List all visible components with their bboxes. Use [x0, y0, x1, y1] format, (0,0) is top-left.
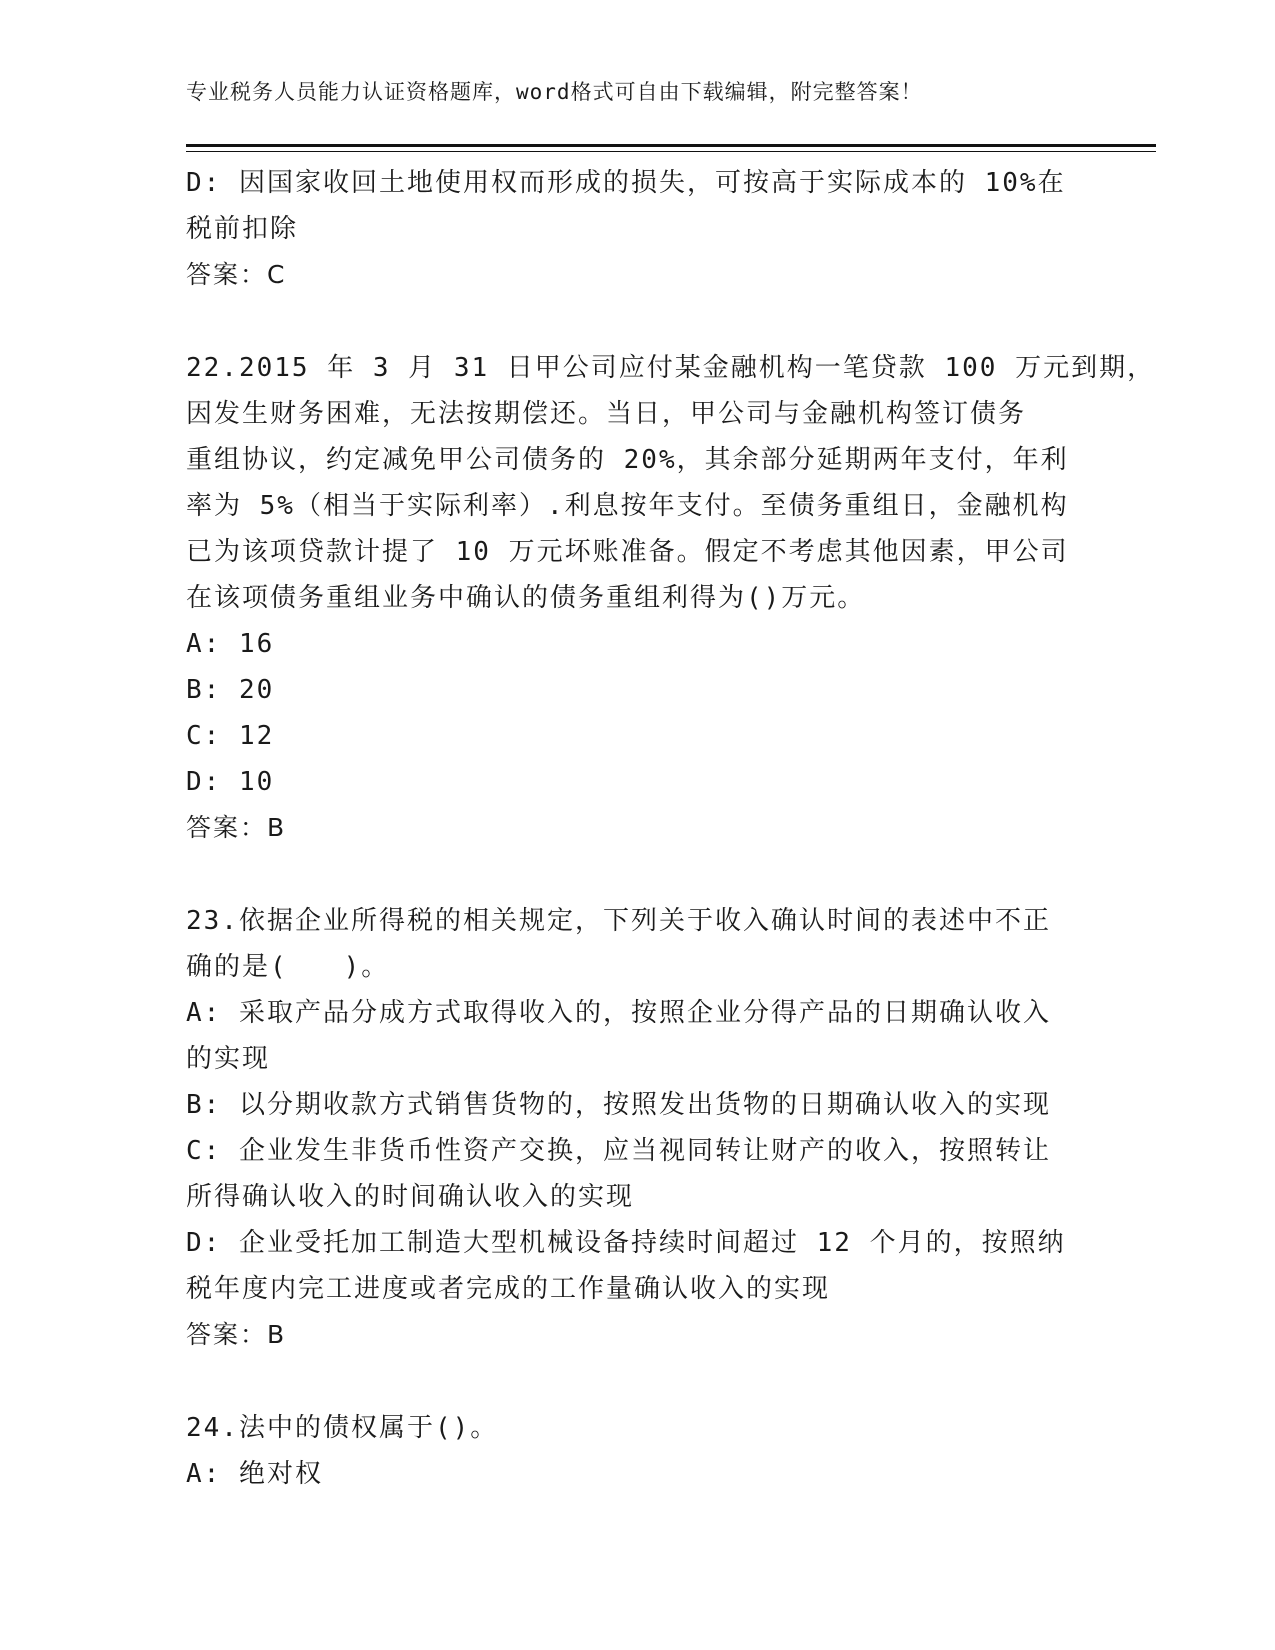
q23-stem-line: 确的是( )。	[186, 952, 390, 982]
prev-option-d-line: 税前扣除	[186, 214, 299, 244]
q22-option-d: D: 10	[186, 767, 275, 797]
q23-stem-line: 23.依据企业所得税的相关规定，下列关于收入确认时间的表述中不正	[186, 906, 1051, 936]
prev-answer: 答案：C	[186, 260, 287, 289]
question-22	[186, 345, 1156, 851]
header-rule-thick	[186, 144, 1156, 147]
document-body	[186, 160, 1156, 1497]
spacer	[186, 1358, 1076, 1405]
q22-stem-line: 22.2015 年 3 月 31 日甲公司应付某金融机构一笔贷款 100 万元到期，	[186, 353, 1156, 383]
spacer	[186, 298, 1076, 345]
q22-option-a: A: 16	[186, 629, 275, 659]
page-header: 专业税务人员能力认证资格题库，word格式可自由下载编辑，附完整答案！	[186, 80, 923, 104]
q24-stem-line: 24.法中的债权属于()。	[186, 1413, 499, 1443]
q22-stem-line: 率为 5%（相当于实际利率）.利息按年支付。至债务重组日，金融机构	[186, 491, 1069, 521]
q22-answer: 答案：B	[186, 813, 287, 842]
spacer	[186, 851, 1076, 898]
q22-option-c: C: 12	[186, 721, 275, 751]
question-23	[186, 898, 1076, 1358]
q23-answer: 答案：B	[186, 1320, 287, 1349]
q23-option-a-line: 的实现	[186, 1044, 271, 1074]
question-24	[186, 1405, 1076, 1497]
q22-option-b: B: 20	[186, 675, 275, 705]
q22-stem-line: 在该项债务重组业务中确认的债务重组利得为()万元。	[186, 583, 866, 613]
q23-option-c-line: C: 企业发生非货币性资产交换，应当视同转让财产的收入，按照转让	[186, 1136, 1051, 1166]
header-rule-thin	[186, 151, 1156, 152]
q23-option-c-line: 所得确认收入的时间确认收入的实现	[186, 1182, 635, 1212]
q22-stem-line: 已为该项贷款计提了 10 万元坏账准备。假定不考虑其他因素，甲公司	[186, 537, 1069, 567]
prev-question-block	[186, 160, 1076, 298]
q22-stem-line: 重组协议，约定减免甲公司债务的 20%，其余部分延期两年支付，年利	[186, 445, 1069, 475]
q23-option-b-line: B: 以分期收款方式销售货物的，按照发出货物的日期确认收入的实现	[186, 1090, 1051, 1120]
q23-option-d-line: 税年度内完工进度或者完成的工作量确认收入的实现	[186, 1274, 831, 1304]
q23-option-a-line: A: 采取产品分成方式取得收入的，按照企业分得产品的日期确认收入	[186, 998, 1051, 1028]
prev-option-d-line: D: 因国家收回土地使用权而形成的损失，可按高于实际成本的 10%在	[186, 168, 1066, 198]
q24-option-a: A: 绝对权	[186, 1459, 323, 1489]
q23-option-d-line: D: 企业受托加工制造大型机械设备持续时间超过 12 个月的，按照纳	[186, 1228, 1066, 1258]
q22-stem-line: 因发生财务困难，无法按期偿还。当日，甲公司与金融机构签订债务	[186, 399, 1027, 429]
